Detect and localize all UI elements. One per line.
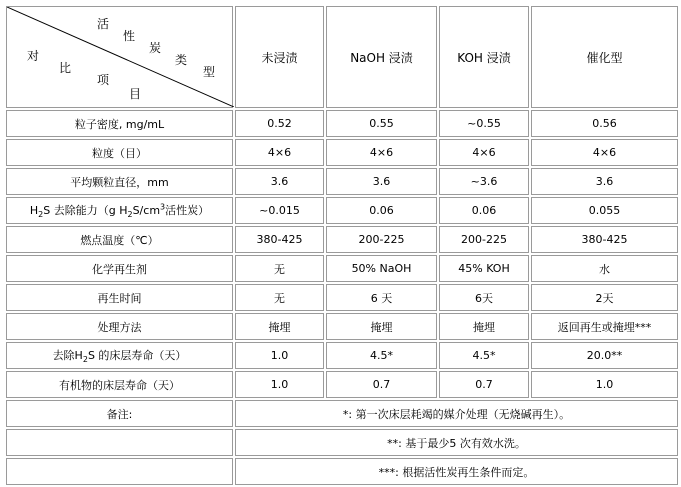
table-row	[6, 139, 678, 166]
notes-label: 备注:	[6, 400, 233, 427]
table-row	[6, 342, 678, 369]
table-cell: 无	[235, 284, 324, 311]
table-cell: 0.06	[326, 197, 437, 224]
table-cell: 45% KOH	[439, 255, 529, 282]
corner-top-char: 类	[175, 53, 188, 67]
table-cell: ~3.6	[439, 168, 529, 195]
table-cell: 4×6	[235, 139, 324, 166]
row-label: 再生时间	[6, 284, 233, 311]
row-label: 去除$H_2S$ 的床层寿命（天）	[6, 342, 233, 369]
table-cell: 掩埋	[326, 313, 437, 340]
table-cell: 3.6	[531, 168, 678, 195]
column-header: KOH 浸渍	[439, 6, 529, 108]
corner-top-char: 活	[97, 17, 110, 31]
table-cell: 4×6	[531, 139, 678, 166]
table-cell: 2天	[531, 284, 678, 311]
comparison-table	[4, 4, 680, 487]
table-row	[6, 110, 678, 137]
note-item: *: 第一次床层耗竭的媒介处理（无烧碱再生）。	[235, 400, 678, 427]
table-cell: 6天	[439, 284, 529, 311]
table-cell: 200-225	[326, 226, 437, 253]
notes-row	[6, 400, 678, 427]
table-cell: 1.0	[235, 371, 324, 398]
table-row	[6, 168, 678, 195]
table-cell: 0.7	[439, 371, 529, 398]
row-label: 粒子密度, mg/mL	[6, 110, 233, 137]
table-cell: 1.0	[531, 371, 678, 398]
table-cell: 0.06	[439, 197, 529, 224]
table-cell: 0.7	[326, 371, 437, 398]
empty-cell	[6, 458, 233, 485]
row-label: 燃点温度（℃）	[6, 226, 233, 253]
table-cell: 380-425	[531, 226, 678, 253]
table-row	[6, 197, 678, 224]
column-header: NaOH 浸渍	[326, 6, 437, 108]
corner-top-char: 型	[203, 65, 216, 79]
row-label: 平均颗粒直径，mm	[6, 168, 233, 195]
table-cell: ~0.55	[439, 110, 529, 137]
table-cell: 380-425	[235, 226, 324, 253]
row-label: 处理方法	[6, 313, 233, 340]
corner-top-char: 炭	[149, 41, 162, 55]
table-cell: 50% NaOH	[326, 255, 437, 282]
corner-diagonal	[7, 7, 234, 107]
table-cell: 返回再生或掩埋***	[531, 313, 678, 340]
corner-bottom-char: 比	[59, 61, 72, 75]
row-label: 粒度（目）	[6, 139, 233, 166]
column-header: 催化型	[531, 6, 678, 108]
table-cell: 水	[531, 255, 678, 282]
table-cell: 3.6	[326, 168, 437, 195]
table-cell: 0.56	[531, 110, 678, 137]
table-row	[6, 226, 678, 253]
table-cell: 4.5*	[439, 342, 529, 369]
notes-row	[6, 458, 678, 485]
table-cell: 无	[235, 255, 324, 282]
table-row	[6, 313, 678, 340]
header-row	[6, 6, 678, 108]
corner-cell	[6, 6, 233, 108]
table-cell: 4.5*	[326, 342, 437, 369]
corner-bottom-char: 项	[97, 73, 110, 87]
note-item: ***: 根据活性炭再生条件而定。	[235, 458, 678, 485]
table-cell: 0.55	[326, 110, 437, 137]
corner-top-char: 性	[123, 29, 136, 43]
table-cell: 3.6	[235, 168, 324, 195]
row-label: $H_2S$ 去除能力（g $H_2S/cm^3$活性炭）	[6, 197, 233, 224]
table-cell: 1.0	[235, 342, 324, 369]
table-cell: 0.055	[531, 197, 678, 224]
corner-bottom-char: 对	[27, 49, 40, 63]
table-row	[6, 255, 678, 282]
table-cell: 掩埋	[235, 313, 324, 340]
table-cell: 4×6	[326, 139, 437, 166]
table-cell: 6 天	[326, 284, 437, 311]
empty-cell	[6, 429, 233, 456]
column-header: 未浸渍	[235, 6, 324, 108]
table-cell: ~0.015	[235, 197, 324, 224]
row-label: 化学再生剂	[6, 255, 233, 282]
table-cell: 掩埋	[439, 313, 529, 340]
table-cell: 0.52	[235, 110, 324, 137]
table-cell: 4×6	[439, 139, 529, 166]
table-row	[6, 284, 678, 311]
corner-bottom-char: 目	[129, 87, 142, 101]
notes-row	[6, 429, 678, 456]
note-item: **: 基于最少5 次有效水洗。	[235, 429, 678, 456]
table-cell: 200-225	[439, 226, 529, 253]
table-cell: 20.0**	[531, 342, 678, 369]
row-label: 有机物的床层寿命（天）	[6, 371, 233, 398]
table-row	[6, 371, 678, 398]
